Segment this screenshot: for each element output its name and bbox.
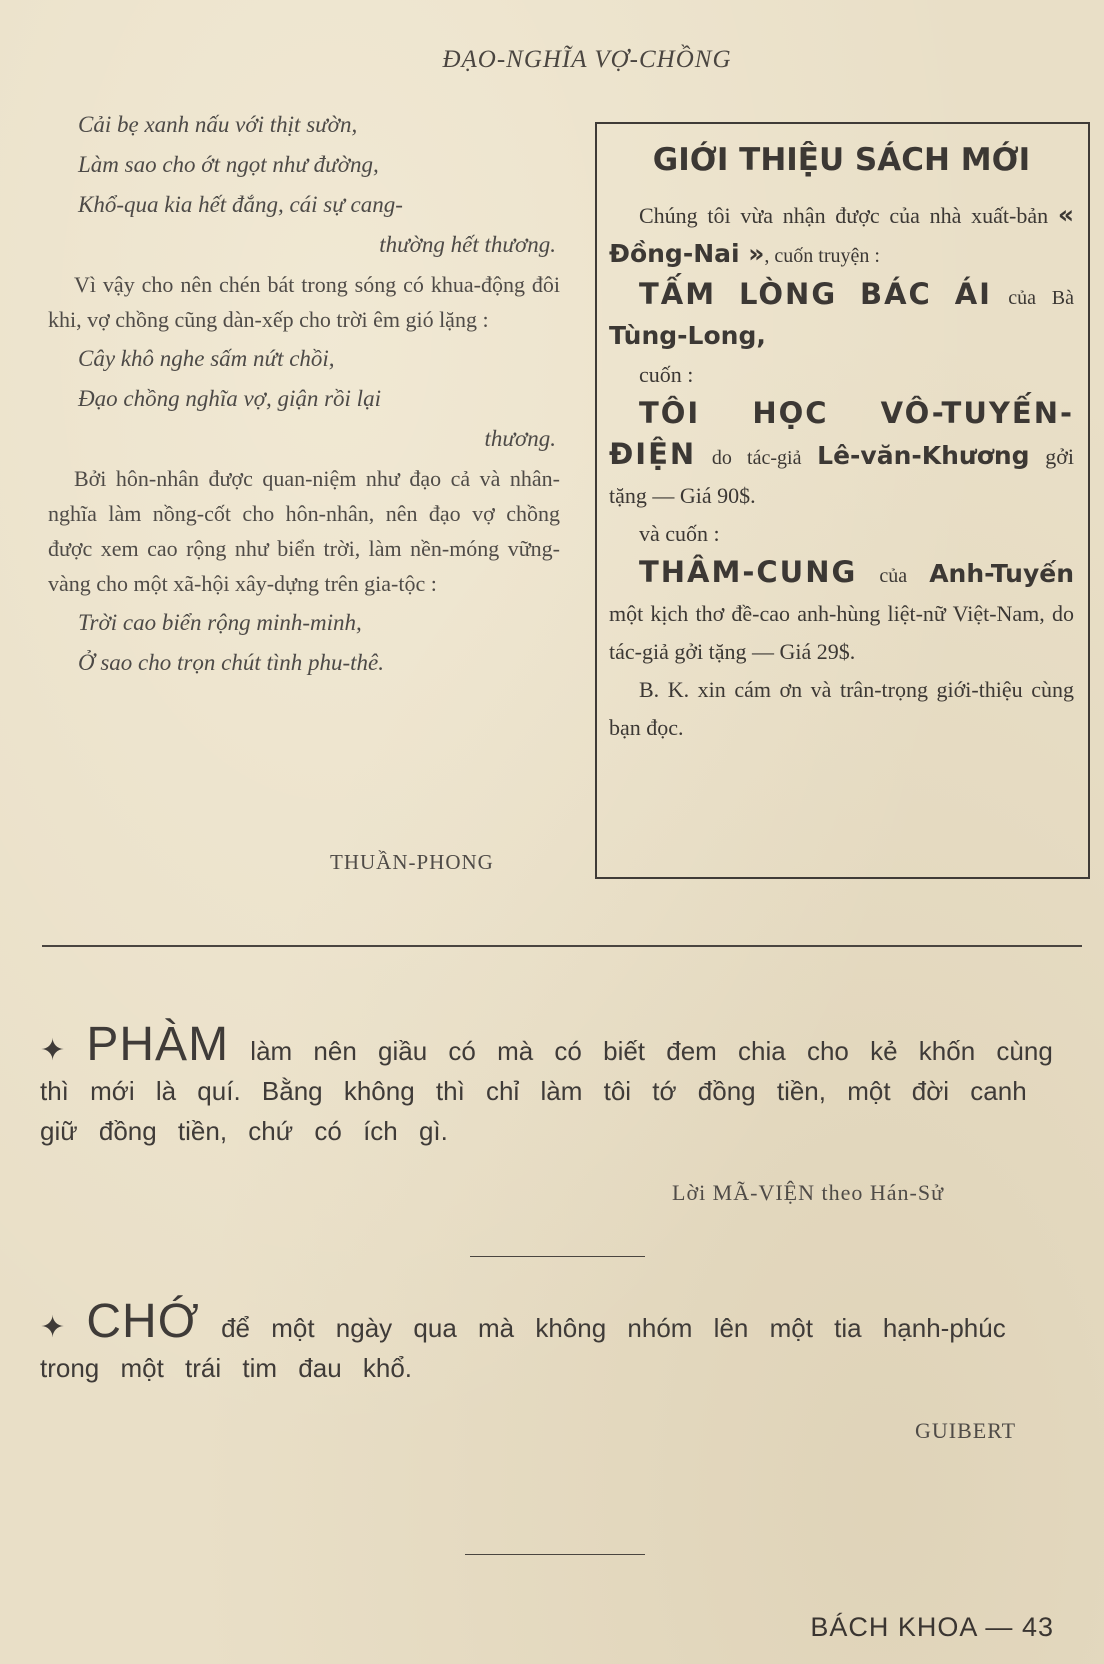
verse-line: thương. <box>484 426 556 451</box>
article-author: THUẦN-PHONG <box>330 850 494 874</box>
book-title: THÂM-CUNG <box>639 555 858 589</box>
quote-attribution: GUIBERT <box>915 1418 1017 1443</box>
book-title: TÔI HỌC VÔ-TUYẾN-ĐIỆN <box>609 396 1074 471</box>
page-number: 43 <box>1021 1612 1054 1642</box>
cuon-label: cuốn : <box>639 362 694 387</box>
verse-line: Khổ-qua kia hết đắng, cái sự cang- <box>78 192 403 217</box>
book-entry <box>609 275 1074 356</box>
short-divider <box>465 1554 645 1555</box>
paragraph: Vì vậy cho nên chén bát trong sóng có khua-động đôi khi, vợ chồng cũng dàn-xếp cho trời êm gió lặng : <box>48 272 560 332</box>
quote-text: làm nên giầu có mà có biết đem chia cho kẻ khốn cùng thì mới là quí. Bằng không thì chỉ làm tôi tớ đồng tiền, một đời canh giữ đồng tiền, chứ có ích gì. <box>40 1036 1053 1146</box>
quote-attribution: Lời MÃ-VIỆN theo Hán-Sử <box>672 1180 945 1205</box>
running-head: ĐẠO-NGHĨA VỢ-CHỒNG <box>442 46 732 73</box>
quote-opening-word: PHÀM <box>86 1018 230 1071</box>
verse-line: Cải bẹ xanh nấu với thịt sườn, <box>78 112 358 137</box>
verse-block-3 <box>48 603 560 683</box>
book-title: TẤM LÒNG BÁC ÁI <box>639 277 992 311</box>
intro-text-end: , cuốn truyện : <box>764 245 880 267</box>
verse-line: Ở sao cho trọn chút tình phu-thê. <box>78 650 384 675</box>
intro-text: Chúng tôi vừa nhận được của nhà xuất-bản <box>639 203 1049 228</box>
book-of: của Bà <box>1008 287 1074 309</box>
paragraph: Bởi hôn-nhân được quan-niệm như đạo cả và nhân-nghĩa làm nồng-cốt cho hôn-nhân, nên đạo vợ chồng được xem cao rộng như biển trời, làm nền-móng vững-vàng cho một xã-hội xây-dựng trên gia-tộc : <box>48 466 560 596</box>
book-entry <box>609 553 1074 671</box>
book-gift-price: gởi tặng — Giá 90$. <box>609 444 1075 508</box>
verse-line: thường hết thương. <box>379 232 556 257</box>
quote-opening-word: CHỚ <box>86 1295 200 1348</box>
quote-text: để một ngày qua mà không nhóm lên một tia hạnh-phúc trong một trái tim đau khổ. <box>40 1313 1006 1383</box>
magazine-name: BÁCH KHOA — <box>810 1612 1014 1642</box>
book-entry <box>609 394 1074 515</box>
book-author: Lê-văn-Khương <box>817 441 1030 470</box>
book-by: do tác-giả <box>711 447 802 469</box>
book-author: Anh-Tuyến <box>929 559 1074 588</box>
verse-line: Làm sao cho ớt ngọt như đường, <box>78 152 379 177</box>
book-description: một kịch thơ đề-cao anh-hùng liệt-nữ Việt-Nam, do tác-giả gởi tặng — Giá 29$. <box>609 601 1074 664</box>
box-line <box>609 356 1074 394</box>
publisher-name: « Đồng-Nai » <box>609 200 1075 268</box>
box-line <box>609 515 1074 553</box>
section-divider <box>42 945 1082 947</box>
verse-line: Đạo chồng nghĩa vợ, giận rồi lại <box>78 386 381 411</box>
and-cuon-label: và cuốn : <box>639 521 720 546</box>
verse-block-2 <box>48 339 560 459</box>
star-ornament-icon: ✦ <box>40 1311 66 1344</box>
verse-block-1 <box>48 105 560 265</box>
thanks-text: B. K. xin cám ơn và trân-trọng giới-thiệu cùng bạn đọc. <box>609 677 1074 740</box>
box-paragraph <box>609 196 1074 275</box>
short-divider <box>470 1256 645 1257</box>
star-ornament-icon: ✦ <box>40 1034 66 1067</box>
book-of: của <box>879 565 908 587</box>
quote-block-1 <box>40 1018 1085 1151</box>
new-books-box <box>595 122 1090 879</box>
book-author: Tùng-Long, <box>609 321 766 350</box>
box-title: GIỚI THIỆU SÁCH MỚI <box>652 142 1031 178</box>
box-thanks <box>609 671 1074 747</box>
article-column <box>48 105 560 683</box>
verse-line: Trời cao biển rộng minh-minh, <box>78 610 362 635</box>
verse-line: Cây khô nghe sấm nứt chồi, <box>78 346 335 371</box>
quote-block-2 <box>40 1295 1085 1388</box>
page-footer <box>810 1612 1054 1643</box>
